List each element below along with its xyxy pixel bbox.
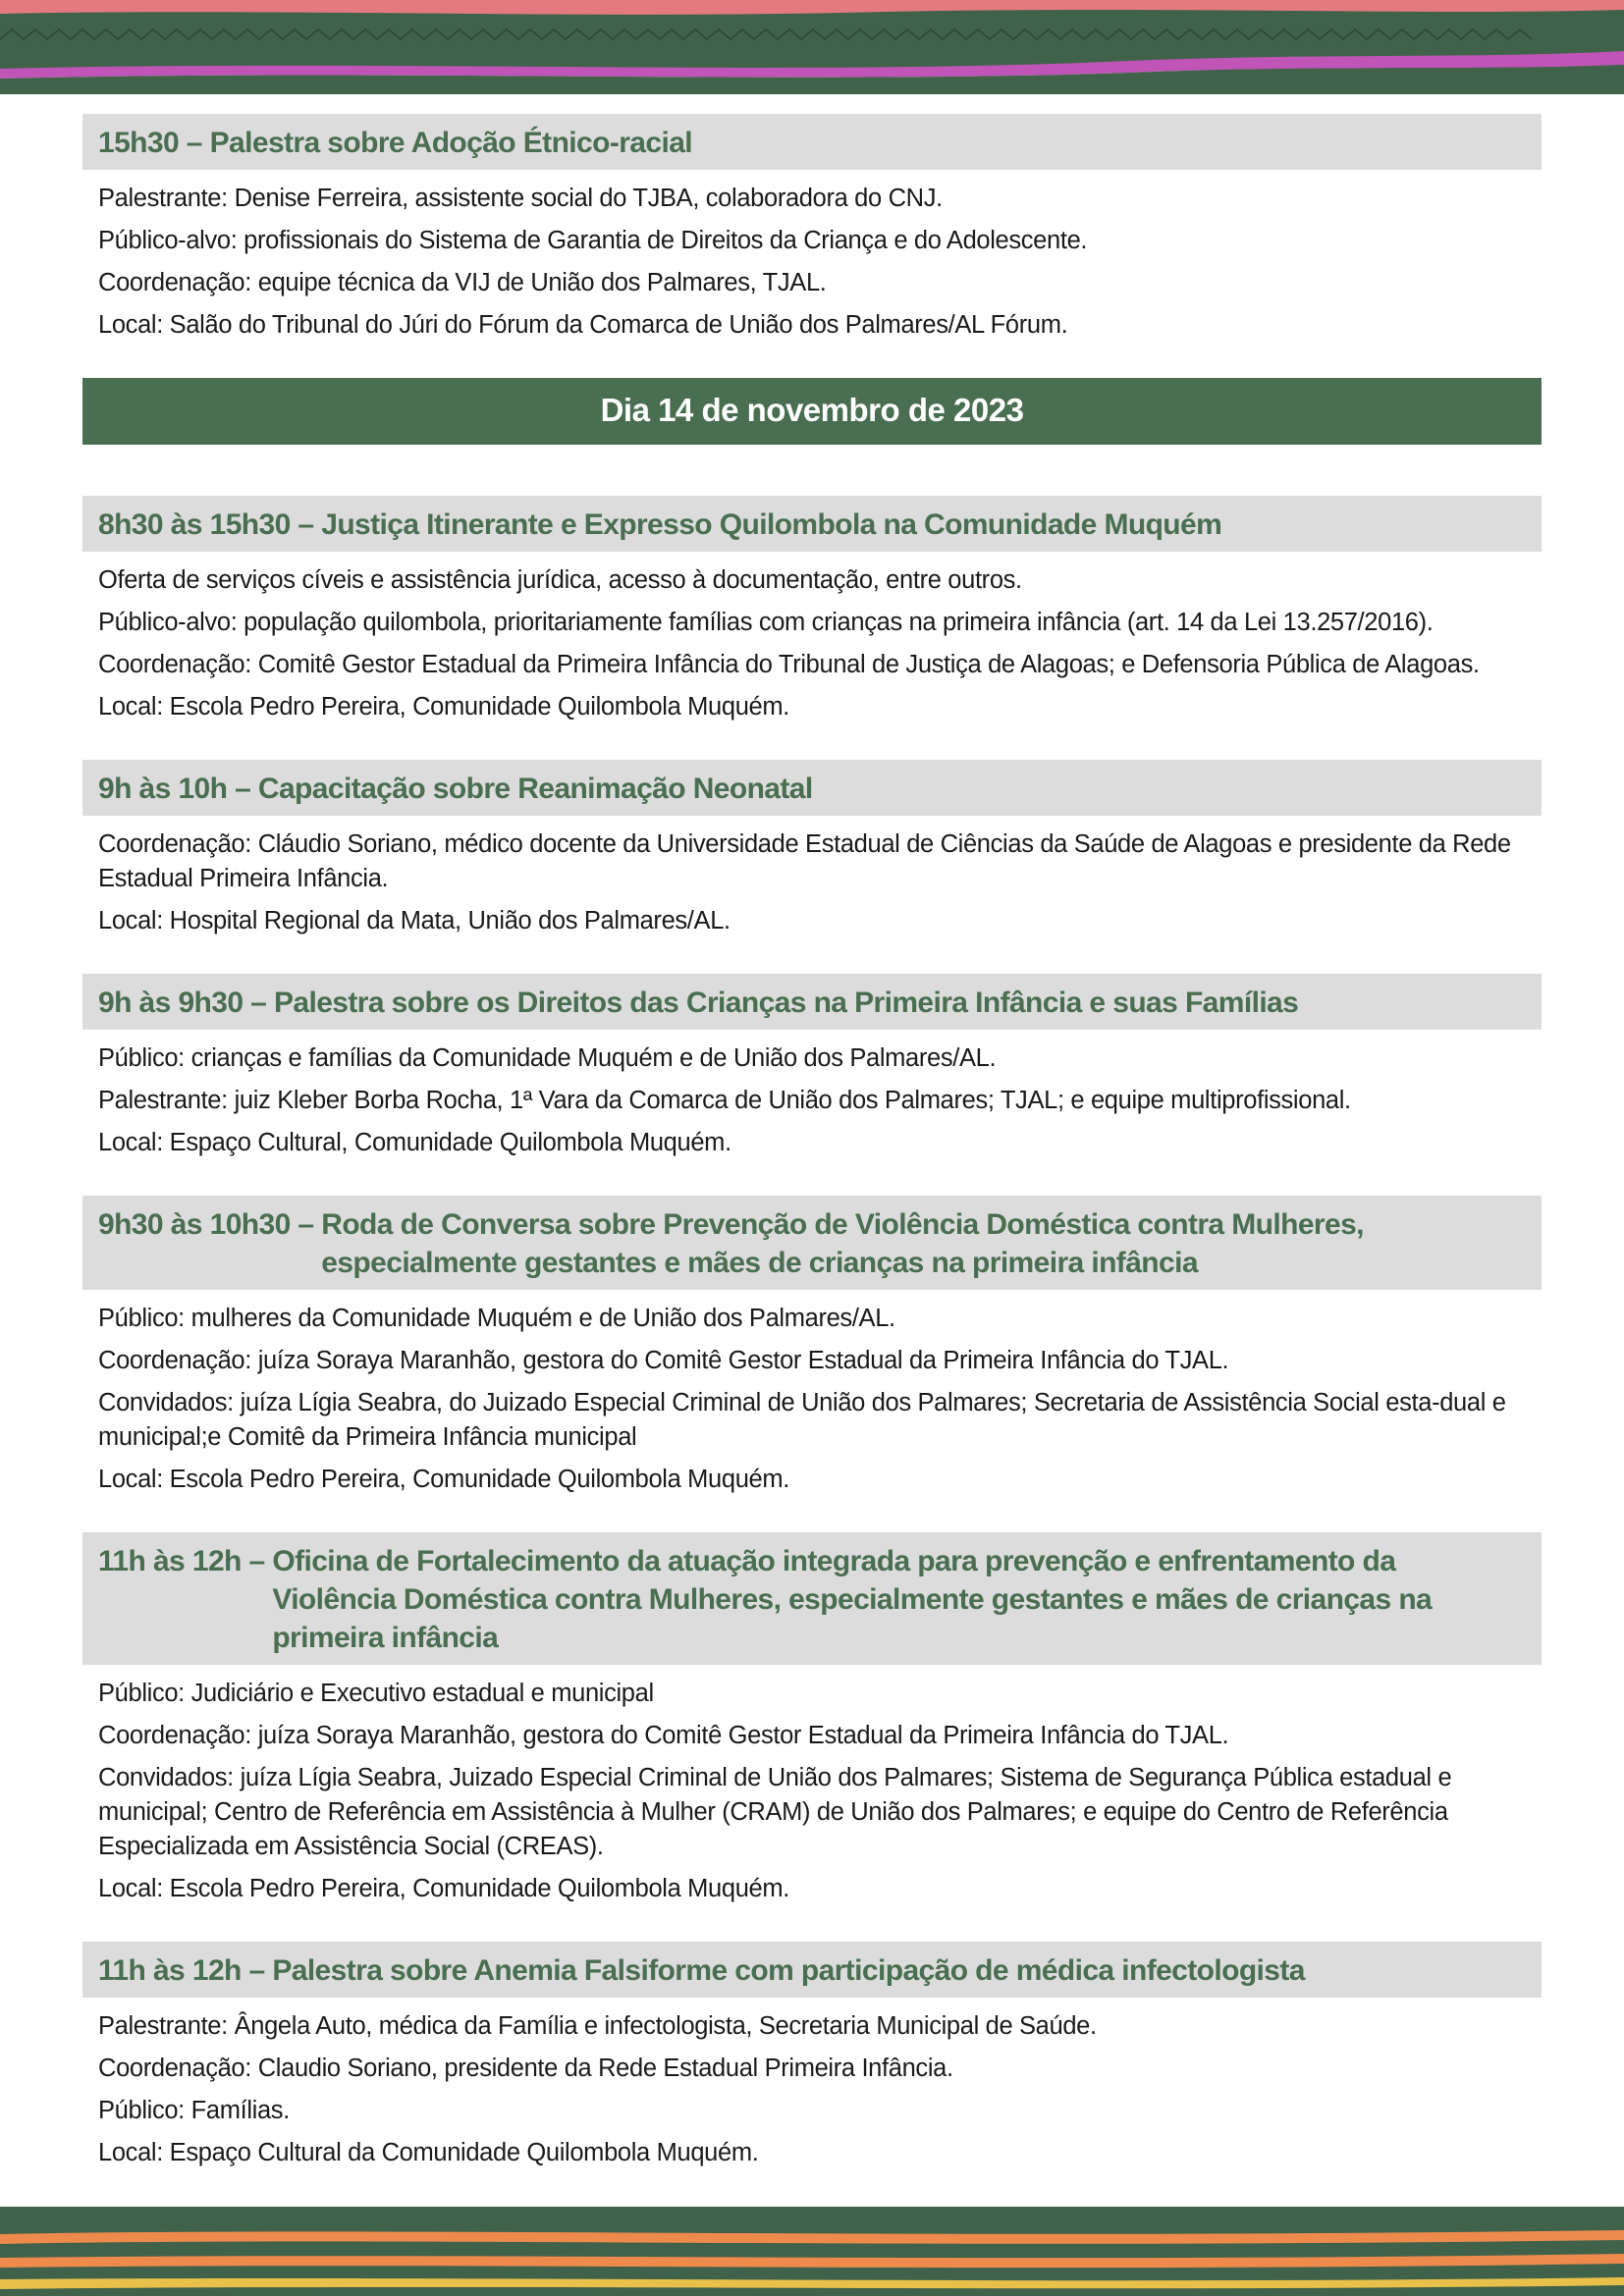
event-details <box>82 1030 1542 1160</box>
event-detail-line: Local: Salão do Tribunal do Júri do Fórum da Comarca de União dos Palmares/AL Fórum. <box>98 311 1068 339</box>
event-block <box>82 760 1542 938</box>
event-title: Capacitação sobre Reanimação Neonatal <box>257 773 813 805</box>
event-detail-line: Coordenação: Claudio Soriano, presidente da Rede Estadual Primeira Infância. <box>98 2055 953 2082</box>
event-time: 9h às 10h – <box>98 773 258 805</box>
event-detail-line: Convidados: juíza Lígia Seabra, Juizado Especial Criminal de União dos Palmares; Sistema de Segurança Pública estadual e municipal; Centro de Referência em Assistência à Mulher (CRAM) de União dos Palmares; e equipe do Centro de Referência Especializada em Assistência Social (CREAS). <box>98 1764 1452 1860</box>
event-title: Palestra sobre Anemia Falsiforme com participação de médica infectologista <box>272 1954 1305 1987</box>
event-header <box>82 1942 1542 1998</box>
event-header <box>82 114 1542 170</box>
bottom-decorative-band <box>0 2207 1624 2296</box>
event-title: Palestra sobre os Direitos das Crianças na Primeira Infância e suas Famílias <box>273 987 1299 1019</box>
event-detail-line: Coordenação: juíza Soraya Maranhão, gestora do Comitê Gestor Estadual da Primeira Infância do TJAL. <box>98 1722 1229 1749</box>
event-details <box>82 1998 1542 2170</box>
event-header <box>82 760 1542 816</box>
event-block <box>82 114 1542 343</box>
event-time: 11h às 12h – <box>98 1954 273 1987</box>
event-block <box>82 1942 1542 2170</box>
event-title: Oficina de Fortalecimento da atuação integrada para prevenção e enfrentamento da Violência Doméstica contra Mulheres, especialmente gestantes e mães de crianças na primeira infância <box>272 1545 1433 1654</box>
event-time: 9h30 às 10h30 – <box>98 1208 322 1241</box>
event-block <box>82 496 1542 724</box>
event-detail-line: Local: Escola Pedro Pereira, Comunidade Quilombola Muquém. <box>98 693 789 721</box>
event-block <box>82 1196 1542 1497</box>
event-block <box>82 974 1542 1160</box>
event-detail-line: Convidados: juíza Lígia Seabra, do Juizado Especial Criminal de União dos Palmares; Secretaria de Assistência Social esta-dual e municipal;e Comitê da Primeira Infância municipal <box>98 1389 1506 1451</box>
event-detail-line: Local: Hospital Regional da Mata, União dos Palmares/AL. <box>98 907 731 934</box>
event-title: Roda de Conversa sobre Prevenção de Violência Doméstica contra Mulheres, especialmente gestantes e mães de crianças na primeira infância <box>321 1208 1364 1279</box>
event-detail-line: Local: Espaço Cultural da Comunidade Quilombola Muquém. <box>98 2139 759 2166</box>
event-detail-line: Local: Escola Pedro Pereira, Comunidade Quilombola Muquém. <box>98 1875 789 1902</box>
event-detail-line: Público: Judiciário e Executivo estadual e municipal <box>98 1680 654 1707</box>
event-detail-line: Público: crianças e famílias da Comunidade Muquém e de União dos Palmares/AL. <box>98 1044 997 1072</box>
event-detail-line: Coordenação: equipe técnica da VIJ de União dos Palmares, TJAL. <box>98 269 827 296</box>
event-details <box>82 170 1542 343</box>
event-header <box>82 496 1542 552</box>
event-detail-line: Coordenação: Comitê Gestor Estadual da Primeira Infância do Tribunal de Justiça de Alagoas; e Defensoria Pública de Alagoas. <box>98 651 1480 678</box>
event-detail-line: Coordenação: juíza Soraya Maranhão, gestora do Comitê Gestor Estadual da Primeira Infância do TJAL. <box>98 1347 1229 1374</box>
event-detail-line: Palestrante: juiz Kleber Borba Rocha, 1ª Vara da Comarca de União dos Palmares; TJAL; e equipe multiprofissional. <box>98 1087 1351 1114</box>
event-details <box>82 816 1542 938</box>
event-details <box>82 1665 1542 1906</box>
event-detail-line: Oferta de serviços cíveis e assistência jurídica, acesso à documentação, entre outros. <box>98 566 1022 594</box>
event-title: Justiça Itinerante e Expresso Quilombola na Comunidade Muquém <box>321 508 1222 541</box>
event-detail-line: Público-alvo: profissionais do Sistema de Garantia de Direitos da Criança e do Adolescente. <box>98 227 1088 254</box>
event-title: Palestra sobre Adoção Étnico-racial <box>209 127 693 159</box>
event-block <box>82 1532 1542 1906</box>
top-decorative-band <box>0 0 1624 94</box>
event-header <box>82 1532 1542 1665</box>
event-time: 15h30 – <box>98 127 210 159</box>
event-detail-line: Público: mulheres da Comunidade Muquém e de União dos Palmares/AL. <box>98 1305 895 1332</box>
event-details <box>82 552 1542 724</box>
event-detail-line: Público-alvo: população quilombola, prioritariamente famílias com crianças na primeira infância (art. 14 da Lei 13.257/2016). <box>98 609 1434 636</box>
day-header: Dia 14 de novembro de 2023 <box>82 378 1542 445</box>
event-time: 11h às 12h – <box>98 1545 273 1577</box>
event-time: 9h às 9h30 – <box>98 987 274 1019</box>
event-detail-line: Palestrante: Ângela Auto, médica da Família e infectologista, Secretaria Municipal de Saúde. <box>98 2012 1097 2040</box>
event-detail-line: Coordenação: Cláudio Soriano, médico docente da Universidade Estadual de Ciências da Saúde de Alagoas e presidente da Rede Estadual Primeira Infância. <box>98 830 1511 892</box>
event-details <box>82 1290 1542 1497</box>
event-detail-line: Local: Espaço Cultural, Comunidade Quilombola Muquém. <box>98 1129 731 1156</box>
event-time: 8h30 às 15h30 – <box>98 508 322 541</box>
event-detail-line: Local: Escola Pedro Pereira, Comunidade Quilombola Muquém. <box>98 1466 789 1493</box>
program-content <box>82 114 1542 2206</box>
event-header <box>82 974 1542 1030</box>
event-header <box>82 1196 1542 1290</box>
event-detail-line: Público: Famílias. <box>98 2097 290 2124</box>
event-detail-line: Palestrante: Denise Ferreira, assistente social do TJBA, colaboradora do CNJ. <box>98 185 943 212</box>
